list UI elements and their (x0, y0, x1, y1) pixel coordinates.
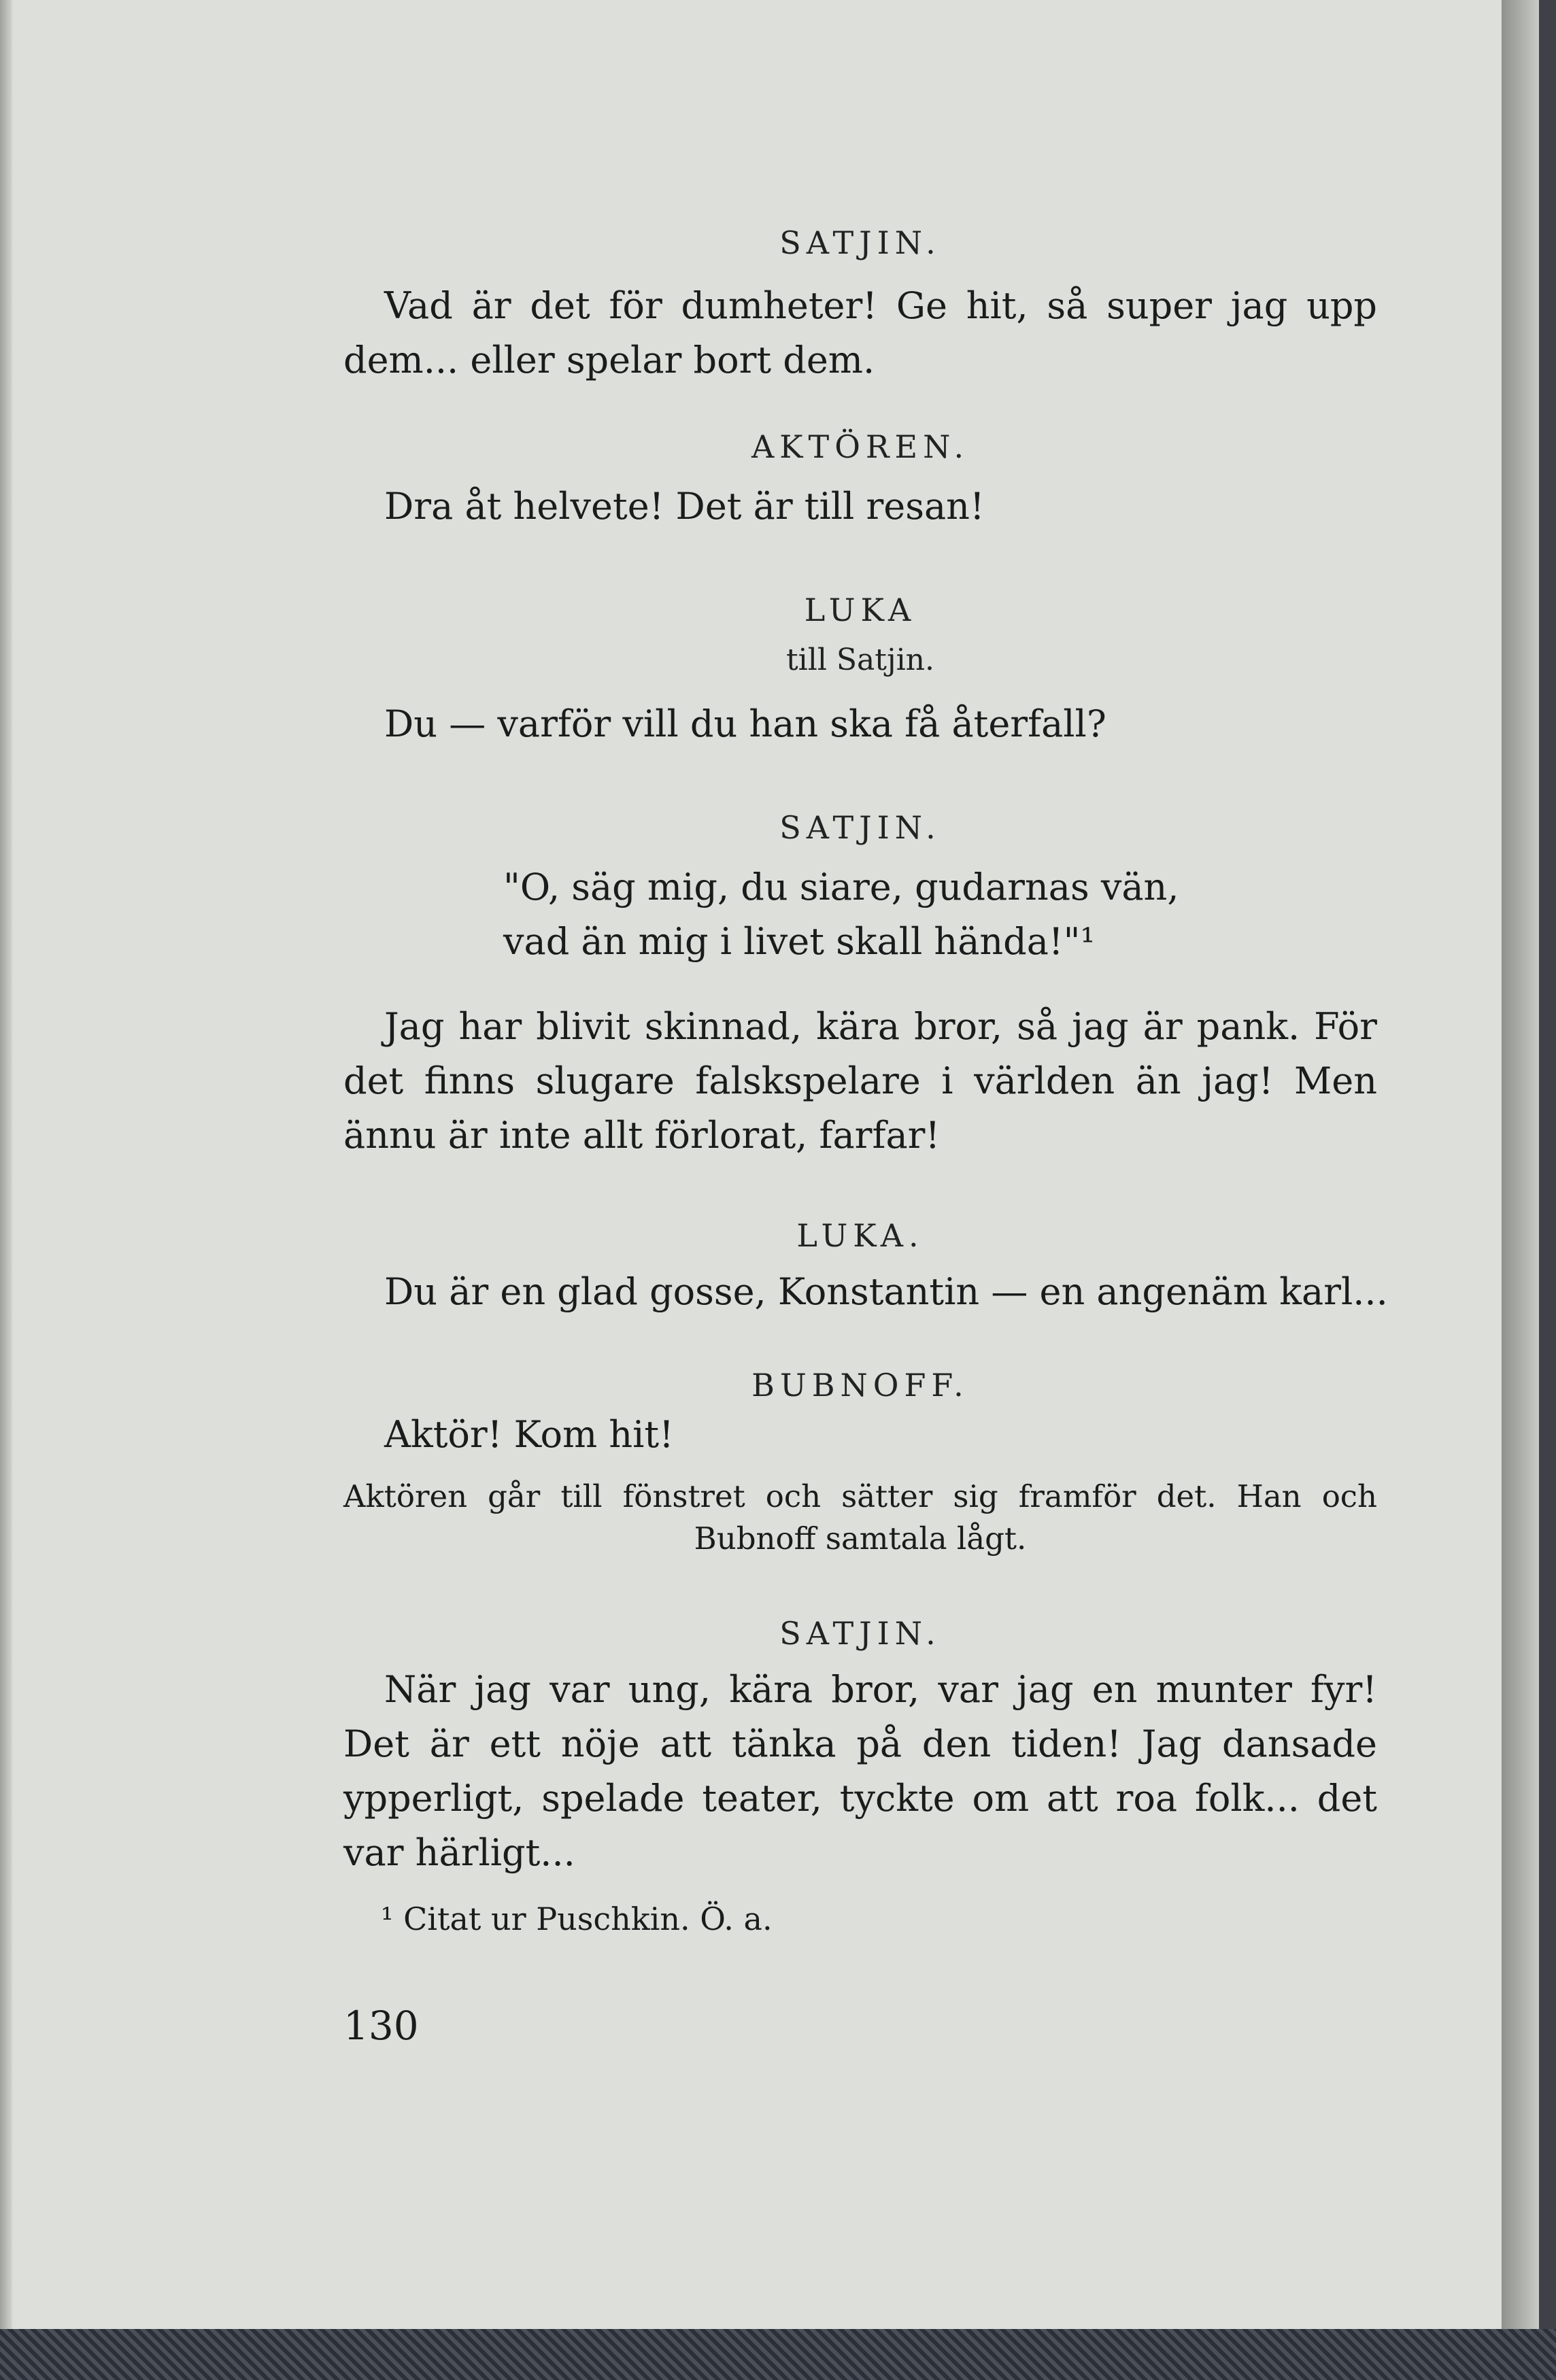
page-number: 130 (343, 2003, 419, 2049)
book-left-edge (0, 0, 12, 2329)
speaker-satjin-1: SATJIN. (779, 224, 941, 261)
verse-line-1: "O, säg mig, du siare, gudarnas vän, (503, 866, 1179, 908)
dialogue-6: Aktör! Kom hit! (384, 1413, 674, 1456)
footnote: ¹ Citat ur Puschkin. Ö. a. (381, 1901, 773, 1937)
speaker-bubnoff: BUBNOFF. (751, 1367, 969, 1404)
speaker-luka-2: LUKA. (796, 1217, 924, 1254)
dialogue-7: När jag var ung, kära bror, var jag en munter fyr! Det är ett nöje att tänka på den tiden! Jag dansade ypperligt, spelade teater, tyckte om att roa folk... det var härligt... (343, 1668, 1377, 1874)
speaker-satjin-3: SATJIN. (779, 1615, 941, 1652)
book-cover-cloth (0, 2329, 1556, 2380)
dialogue-3: Du — varför vill du han ska få återfall? (384, 702, 1106, 745)
page-gutter-shadow (1502, 0, 1539, 2329)
stage-direction-1: till Satjin. (786, 643, 934, 677)
verse-line-2: vad än mig i livet skall hända!"¹ (503, 920, 1096, 963)
speaker-satjin-2: SATJIN. (779, 809, 941, 846)
speaker-aktoren: AKTÖREN. (751, 428, 970, 465)
dialogue-2: Dra åt helvete! Det är till resan! (384, 485, 985, 528)
speaker-luka-1: LUKA (804, 592, 917, 628)
stage-direction-2: Aktören går till fönstret och sätter sig framför det. Han och Bubnoff samtala lågt. (343, 1478, 1377, 1557)
dialogue-1: Vad är det för dumheter! Ge hit, så super jag upp dem... eller spelar bort dem. (343, 284, 1377, 381)
dialogue-4: Jag har blivit skinnad, kära bror, så jag är pank. För det finns slugare falskspelare i världen än jag! Men ännu är inte allt förlorat, farfar! (343, 1005, 1377, 1157)
dialogue-5: Du är en glad gosse, Konstantin — en angenäm karl... (384, 1270, 1388, 1313)
